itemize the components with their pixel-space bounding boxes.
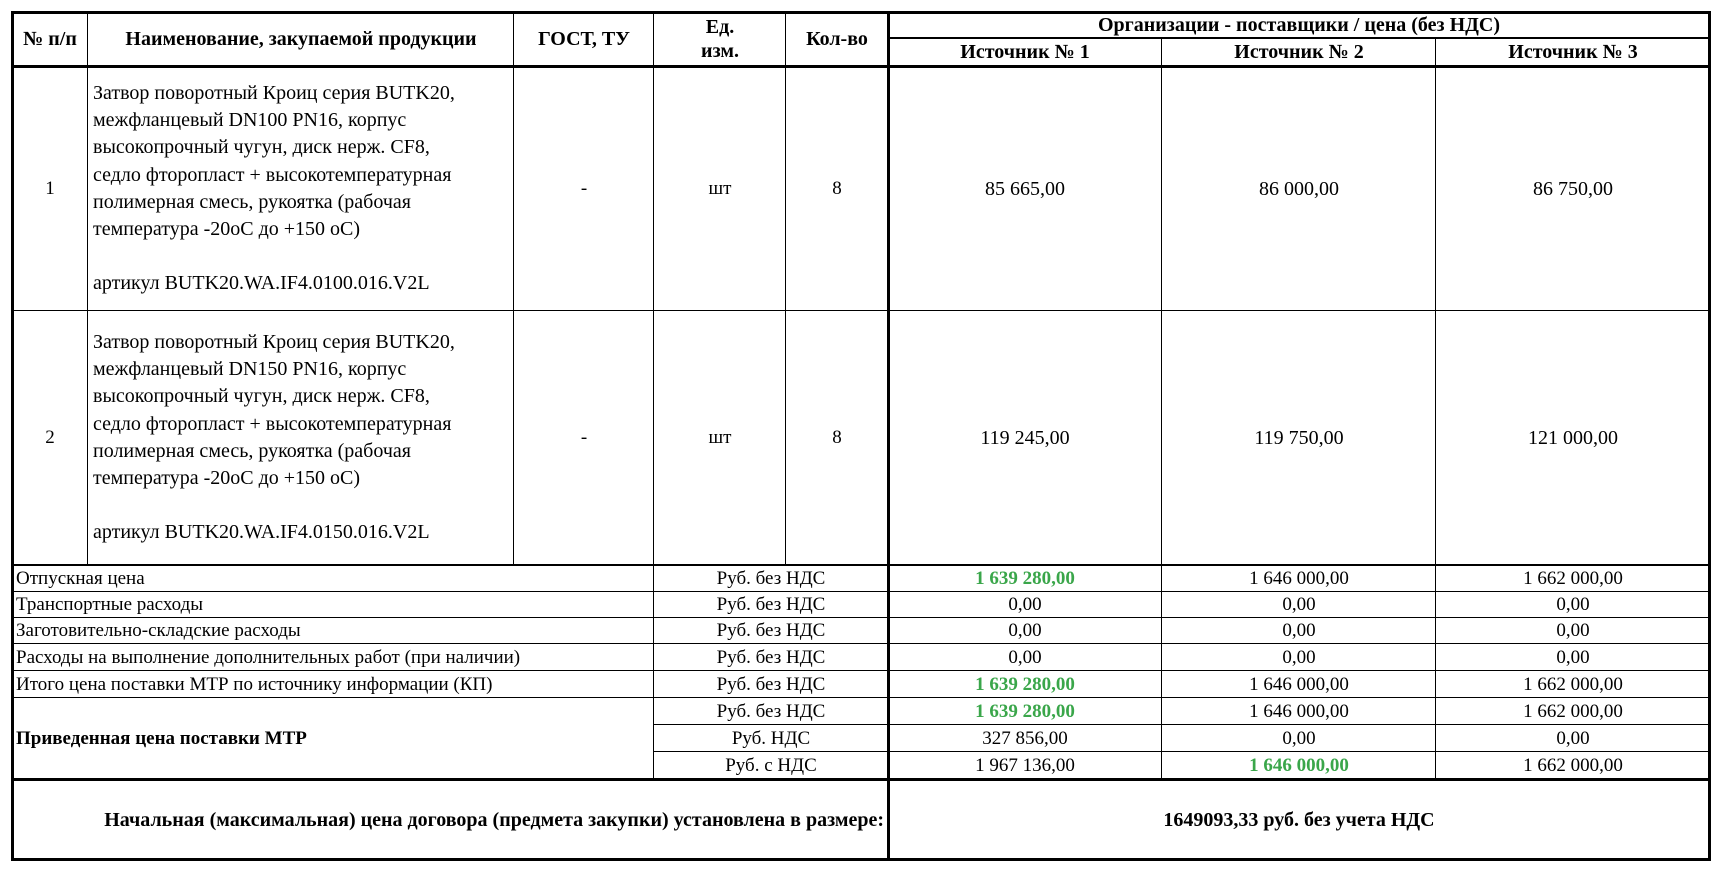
summary-value-1: 0,00: [1008, 594, 1042, 615]
summary-unit: Руб. без НДС: [716, 673, 826, 695]
reduced-unit: Руб. НДС: [731, 727, 811, 749]
item-1-price-3: 86 750,00: [1533, 177, 1613, 200]
border-col-qty: [785, 11, 786, 565]
item-1-price-2: 86 000,00: [1259, 177, 1339, 200]
border-suppliers-left: [887, 11, 890, 861]
item-1-price-1: 85 665,00: [985, 177, 1065, 200]
footer-label: Начальная (максимальная) цена договора (предмета закупки) установлена в размере:: [104, 808, 884, 831]
summary-value-2: 0,00: [1282, 594, 1316, 615]
item-2-price-2: 119 750,00: [1254, 427, 1344, 449]
reduced-value-3: 0,00: [1556, 727, 1590, 749]
border-row-item-2: [11, 564, 1711, 566]
reduced-value-1: 327 856,00: [982, 727, 1068, 749]
reduced-value-3: 1 662 000,00: [1523, 754, 1623, 776]
border-col-source-3: [1435, 38, 1436, 779]
item-1-unit: шт: [708, 177, 732, 199]
summary-label-transport: Транспортные расходы: [16, 594, 204, 615]
summary-unit: Руб. без НДС: [716, 567, 826, 589]
item-2-price-3: 121 000,00: [1528, 427, 1618, 449]
reduced-unit: Руб. без НДС: [716, 700, 826, 722]
border-row-summary-1: [11, 591, 1711, 592]
summary-value-2: 1 646 000,00: [1249, 673, 1349, 695]
summary-label-release-price: Отпускная цена: [16, 567, 145, 589]
summary-label-total: Итого цена поставки МТР по источнику информации (КП): [16, 673, 493, 695]
summary-value-3: 1 662 000,00: [1523, 567, 1623, 589]
border-top: [11, 11, 1711, 14]
reduced-value-2: 1 646 000,00: [1249, 754, 1349, 776]
border-row-reduced-1: [653, 724, 1711, 725]
header-source-3: Источник № 3: [1508, 41, 1638, 63]
border-left: [11, 11, 14, 861]
summary-value-1: 0,00: [1008, 620, 1042, 641]
summary-unit: Руб. без НДС: [716, 594, 826, 615]
summary-value-1: 0,00: [1008, 646, 1042, 668]
border-row-summary-5: [11, 697, 1711, 698]
reduced-value-2: 1 646 000,00: [1249, 700, 1349, 722]
summary-value-1: 1 639 280,00: [975, 673, 1075, 695]
summary-value-2: 1 646 000,00: [1249, 567, 1349, 589]
item-2-price-1: 119 245,00: [980, 427, 1070, 449]
summary-value-3: 0,00: [1556, 594, 1590, 615]
item-2-qty: 8: [832, 427, 842, 448]
item-1-num: 1: [45, 177, 55, 199]
item-1-qty: 8: [832, 177, 842, 199]
item-2-name: Затвор поворотный Кроиц серия BUTK20, межфланцевый DN150 PN16, корпус высокопрочный чугун, диск нерж. CF8, седло фторопласт + высокотемпературная полимерная смесь, рукоятка (рабочая температура -20оС до +150 оС) артикул BUTK20.WA.IF4.0150.016.V2L: [93, 331, 455, 544]
border-suppliers-title: [887, 37, 1711, 39]
reduced-unit: Руб. с НДС: [725, 754, 817, 776]
border-row-reduced-2: [653, 751, 1711, 752]
header-qty: Кол-во: [806, 28, 868, 50]
header-gost: ГОСТ, ТУ: [538, 28, 630, 50]
header-unit: Ед. изм.: [701, 16, 739, 62]
item-1-name: Затвор поворотный Кроиц серия BUTK20, межфланцевый DN100 PN16, корпус высокопрочный чугун, диск нерж. CF8, седло фторопласт + высокотемпературная полимерная смесь, рукоятка (рабочая температура -20оС до +150 оС) артикул BUTK20.WA.IF4.0100.016.V2L: [93, 82, 455, 295]
summary-value-3: 1 662 000,00: [1523, 673, 1623, 695]
summary-value-2: 0,00: [1282, 620, 1316, 641]
summary-label-additional-works: Расходы на выполнение дополнительных работ (при наличии): [16, 646, 521, 668]
border-row-summary-4: [11, 670, 1711, 671]
reduced-value-3: 1 662 000,00: [1523, 700, 1623, 722]
reduced-price-label: Приведенная цена поставки МТР: [16, 727, 307, 749]
border-row-summary-2: [11, 617, 1711, 618]
item-2-gost: -: [580, 427, 588, 448]
border-col-num: [87, 11, 88, 565]
footer-value: 1649093,33 руб. без учета НДС: [1163, 808, 1435, 831]
header-name: Наименование, закупаемой продукции: [125, 28, 477, 50]
border-row-summary-3: [11, 643, 1711, 644]
item-2-unit: шт: [708, 427, 732, 448]
summary-value-1: 1 639 280,00: [975, 567, 1075, 589]
header-num: № п/п: [23, 28, 77, 50]
summary-unit: Руб. без НДС: [716, 646, 826, 668]
border-row-item-1: [11, 310, 1711, 311]
reduced-value-1: 1 967 136,00: [975, 754, 1075, 776]
border-col-source-2: [1161, 38, 1162, 779]
summary-value-3: 0,00: [1556, 620, 1590, 641]
summary-unit: Руб. без НДС: [716, 620, 826, 641]
border-header-bottom: [11, 65, 1711, 68]
item-1-gost: -: [580, 177, 588, 199]
border-col-unit: [653, 11, 654, 779]
summary-value-3: 0,00: [1556, 646, 1590, 668]
header-suppliers: Организации - поставщики / цена (без НДС): [1097, 14, 1500, 36]
border-col-name: [513, 11, 514, 565]
reduced-value-2: 0,00: [1282, 727, 1316, 749]
header-source-2: Источник № 2: [1234, 41, 1364, 63]
border-bottom: [11, 858, 1711, 861]
summary-value-2: 0,00: [1282, 646, 1316, 668]
border-footer-top: [11, 778, 1711, 781]
reduced-value-1: 1 639 280,00: [975, 700, 1075, 722]
summary-label-warehouse: Заготовительно-складские расходы: [16, 620, 301, 641]
header-source-1: Источник № 1: [960, 41, 1090, 63]
item-2-num: 2: [45, 427, 55, 448]
border-right: [1708, 11, 1711, 861]
